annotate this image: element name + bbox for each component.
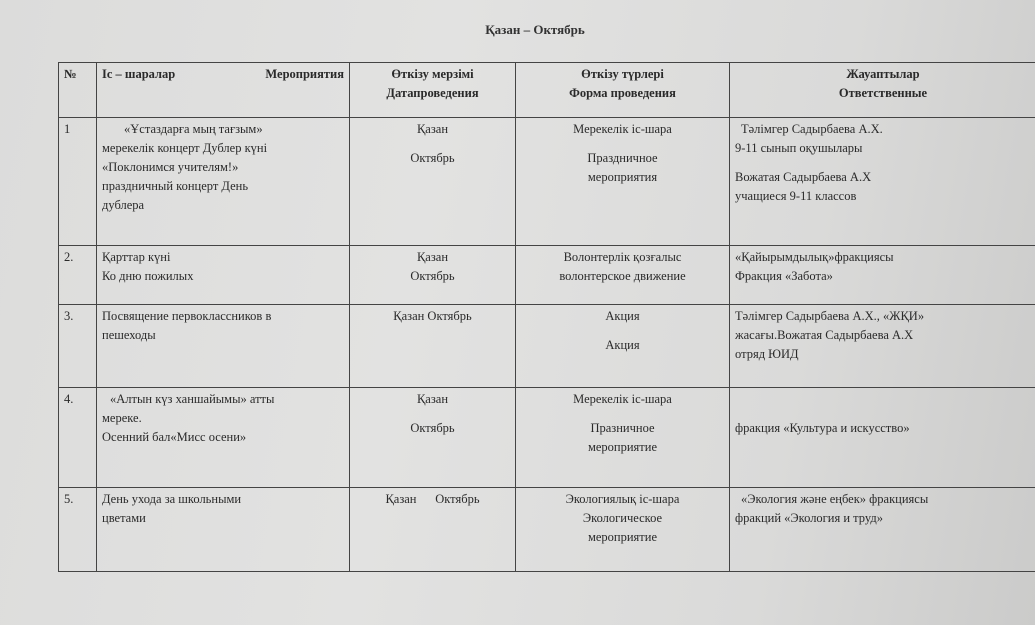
event-line: День ухода за школьными [102, 492, 242, 506]
responsible-line: Фракция «Забота» [735, 269, 833, 283]
header-responsible-kz: Жауаптылар [846, 67, 920, 81]
header-form-ru: Форма проведения [569, 86, 676, 100]
date-cell [350, 305, 516, 388]
date-cell [350, 388, 516, 488]
form-cell [516, 246, 730, 305]
event-line: Қарттар күні [102, 250, 171, 264]
date-line: Қазан Октябрь [393, 309, 472, 323]
responsible-line: Тәлімгер Садырбаева А.Х., «ЖҚИ» [735, 309, 925, 323]
header-date-ru: Датапроведения [386, 86, 479, 100]
responsible-line: фракций «Экология и труд» [735, 511, 883, 525]
date-cell [350, 488, 516, 572]
responsible-cell [730, 305, 1035, 388]
event-line: дублера [102, 198, 145, 212]
event-line: пешеходы [102, 328, 156, 342]
form-line: мероприятие [587, 440, 658, 454]
header-date-kz: Өткізу мерзімі [391, 67, 474, 81]
table-row [59, 246, 1035, 305]
responsible-line: фракция «Культура и искусство» [735, 421, 910, 435]
responsible-cell [730, 246, 1035, 305]
form-line: Экологиялық іс-шара [565, 492, 680, 506]
form-line: Мерекелік іс-шара [573, 392, 672, 406]
form-cell [516, 388, 730, 488]
event-line: мерекелік концерт Дублер күні [102, 141, 268, 155]
event-line: мереке. [102, 411, 142, 425]
event-line: Осенний бал«Мисс осени» [102, 430, 247, 444]
row-number: 3. [59, 305, 97, 388]
responsible-cell [730, 388, 1035, 488]
header-events-ru: Мероприятия [265, 67, 344, 81]
form-line: Акция [605, 338, 640, 352]
form-line: мероприятие [587, 530, 658, 544]
form-cell [516, 488, 730, 572]
date-cell [350, 246, 516, 305]
date-line: Октябрь [410, 269, 455, 283]
event-cell [97, 246, 350, 305]
events-table [58, 62, 1035, 572]
date-cell [350, 118, 516, 246]
form-line: волонтерское движение [559, 269, 686, 283]
date-line: Октябрь [410, 421, 455, 435]
event-line: «Ұстаздарға мың тағзым» [124, 122, 263, 136]
date-line: Қазан [416, 122, 449, 136]
responsible-line: жасағы.Вожатая Садырбаева А.Х [735, 328, 914, 342]
responsible-cell [730, 118, 1035, 246]
row-number: 5. [59, 488, 97, 572]
table-row [59, 488, 1035, 572]
form-line: Волонтерлік қозғалыс [563, 250, 682, 264]
form-cell [516, 118, 730, 246]
form-line: Акция [605, 309, 640, 323]
event-cell [97, 488, 350, 572]
responsible-line: отряд ЮИД [735, 347, 799, 361]
responsible-line: «Қайырымдылық»фракциясы [735, 250, 894, 264]
event-line: «Поклонимся учителям!» [102, 160, 239, 174]
responsible-cell [730, 488, 1035, 572]
event-line: Ко дню пожилых [102, 269, 194, 283]
responsible-line: учащиеся 9-11 классов [735, 189, 857, 203]
date-line: Октябрь [410, 151, 455, 165]
event-line: «Алтын күз ханшайымы» атты [110, 392, 275, 406]
table-row [59, 305, 1035, 388]
row-number: 1 [59, 118, 97, 246]
page-title: Қазан – Октябрь [485, 22, 585, 37]
event-cell [97, 118, 350, 246]
header-events [97, 63, 350, 118]
form-line: Мерекелік іс-шара [573, 122, 672, 136]
header-date [350, 63, 516, 118]
event-cell [97, 388, 350, 488]
table-row [59, 118, 1035, 246]
date-line: Қазан Октябрь [385, 492, 480, 506]
responsible-line: Тәлімгер Садырбаева А.Х. [741, 122, 883, 136]
responsible-line: 9-11 сынып оқушылары [735, 141, 863, 155]
header-responsible-ru: Ответственные [838, 86, 928, 100]
form-line: Экологическое [582, 511, 663, 525]
date-line: Қазан [416, 392, 449, 406]
header-events-kz: Іс – шаралар [102, 67, 176, 81]
row-number: 4. [59, 388, 97, 488]
event-cell [97, 305, 350, 388]
responsible-line: Вожатая Садырбаева А.Х [735, 170, 872, 184]
header-number: № [59, 63, 97, 118]
responsible-line: «Экология және еңбек» фракциясы [741, 492, 929, 506]
form-cell [516, 305, 730, 388]
form-line: Празничное [590, 421, 655, 435]
event-line: Посвящение первоклассников в [102, 309, 272, 323]
table-row [59, 388, 1035, 488]
table-header-row [59, 63, 1035, 118]
form-line: мероприятия [587, 170, 658, 184]
header-responsible [730, 63, 1035, 118]
event-line: цветами [102, 511, 146, 525]
event-line: праздничный концерт День [102, 179, 249, 193]
header-form [516, 63, 730, 118]
form-line: Праздничное [587, 151, 658, 165]
date-line: Қазан [416, 250, 449, 264]
header-form-kz: Өткізу түрлері [581, 67, 664, 81]
row-number: 2. [59, 246, 97, 305]
